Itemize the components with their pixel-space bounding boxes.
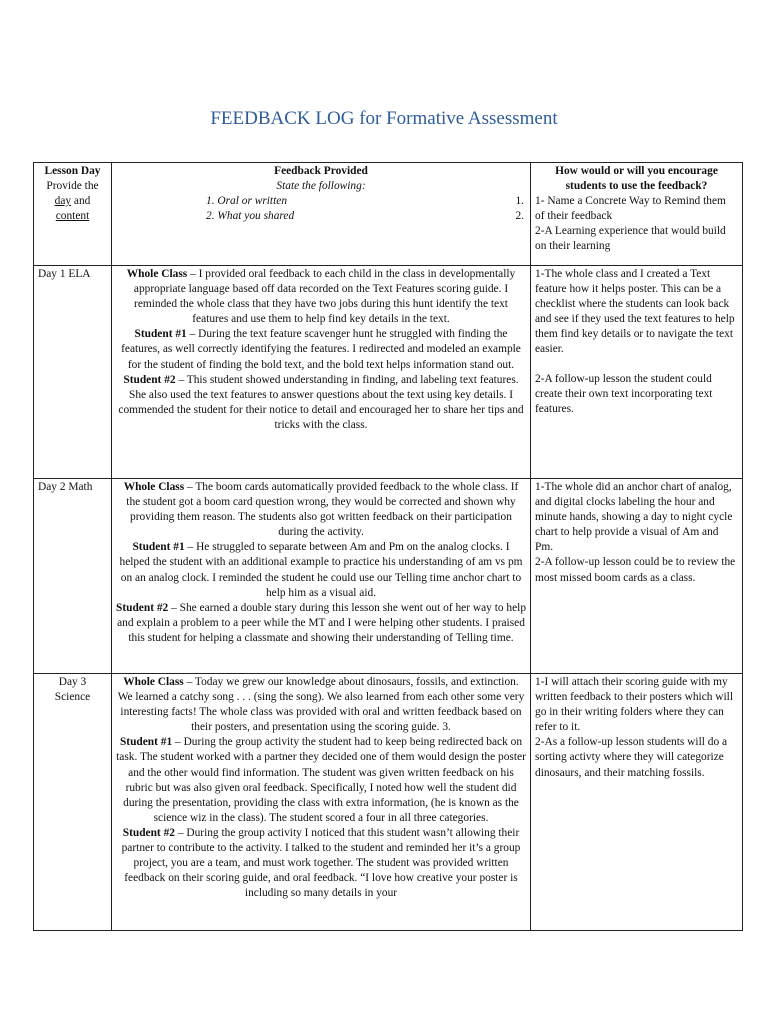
header-encourage [531, 163, 743, 266]
table-row [34, 674, 743, 931]
student1-text: – During the group activity the student had to keep being redirected back on task. The student worked with a partner they decided one of them would design the poster and the other would find information. The student was given written feedback on his rubric but was also given oral feedback. Specifically, I noted how well the student did during the presentation, providing the class with extra information, (he is known as the science wiz in the class). The student scored a four in all three categories. [116, 736, 526, 824]
table-row [34, 479, 743, 674]
page-title: FEEDBACK LOG for Formative Assessment [210, 108, 558, 129]
header-feedback-provided [112, 163, 531, 266]
whole-class-label: Whole Class [123, 676, 184, 688]
student2-text: – This student showed understanding in finding, and labeling text features. She also used the text features to answer questions about the text using key details. I commended the student for their notice to detail and encouraged her to share her tips and tricks with the class. [118, 373, 524, 431]
table-header-row [34, 163, 743, 266]
header-encourage-item2: 2-A Learning experience that would build on their learning [535, 225, 726, 253]
student2-label: Student #2 [123, 373, 176, 386]
encourage-cell [531, 674, 743, 931]
header-feedback-number1: 1. [515, 195, 524, 207]
encourage-item2: 2-A follow-up lesson could be to review the most missed boom cards as a class. [535, 556, 736, 584]
header-feedback-subheading: State the following: [276, 180, 366, 193]
header-encourage-heading: How would or will you encourage students to use the feedback? [555, 165, 718, 193]
encourage-item1: 1-The whole did an anchor chart of analog, and digital clocks labeling the hour and minute hands, showing a day to night cycle chart to help provide a visual of Am and Pm. [535, 481, 733, 554]
whole-class-text: – The boom cards automatically provided feedback to the whole class. If the student got a boom card question wrong, they would be corrected and shown why providing them reason. The students also got written feedback on their participation during the activity. [126, 481, 519, 539]
student1-label: Student #1 [134, 328, 187, 341]
table-row [34, 266, 743, 479]
header-feedback-number2: 2. [515, 210, 524, 222]
student2-text: – She earned a double stary during this lesson she went out of her way to help and explain a problem to a peer while the MT and I were helping other students. I praised this student for helping a classmate and showing their understanding of Telling time. [117, 601, 527, 644]
encourage-item2: 2-As a follow-up lesson students will do a sorting activty where they will categorize dinosaurs, and their matching fossils. [535, 736, 728, 779]
lesson-day-cell: Day 2 Math [34, 479, 112, 674]
header-lesson-day-line1: Provide the [46, 180, 99, 193]
lesson-day-cell [34, 674, 112, 931]
header-feedback-heading: Feedback Provided [274, 165, 368, 177]
header-lesson-day-line2: and [71, 195, 91, 208]
lesson-day-line1: Day 3 [58, 676, 87, 688]
whole-class-number: 3. [442, 721, 451, 734]
encourage-item1: 1-The whole class and I created a Text feature how it helps poster. This can be a checklist where the students can look back and see if they used the text features to help them find key details or to navigate the text easier. [535, 268, 735, 356]
student1-text: – During the text feature scavenger hunt he struggled with finding the features, as well correctly identifying the features. I redirected and modeled an example for the student of finding the bold text, and the bold text helps information stand out. [121, 328, 521, 371]
student1-text: – He struggled to separate between Am and Pm on the analog clocks. I helped the student with an additional example to practice his understanding of am vs pm on an analog clock. I reminded the student he could use our Telling time anchor chart to help him as a visual aid. [119, 541, 523, 599]
encourage-cell [531, 479, 743, 674]
feedback-cell [112, 479, 531, 674]
student1-label: Student #1 [132, 541, 185, 554]
lesson-day-line2: Science [54, 691, 91, 704]
header-feedback-item2: 2. What you shared [206, 210, 295, 223]
feedback-cell [112, 266, 531, 479]
student2-label: Student #2 [116, 601, 169, 614]
header-feedback-item1: 1. Oral or written [206, 195, 288, 208]
whole-class-text: – Today we grew our knowledge about dinosaurs, fossils, and extinction. We learned a catchy song . . . (sing the song). We also learned from each other some very interesting facts! The whole class was provided with oral and written feedback based on their posters, and presentation using the scoring guide. [117, 676, 525, 734]
encourage-item1: 1-I will attach their scoring guide with my written feedback to their posters which will go in their writing folders where they can refer to it. [535, 676, 734, 734]
student1-label: Student #1 [119, 736, 173, 749]
header-day-underlined: day [54, 195, 72, 208]
lesson-day-cell: Day 1 ELA [34, 266, 112, 479]
whole-class-label: Whole Class [126, 268, 188, 280]
student2-label: Student #2 [122, 826, 175, 839]
feedback-log-table [33, 162, 743, 931]
whole-class-text: – I provided oral feedback to each child in the class in developmentally appropriate language based off data recorded on the Text Features scoring guide. I reminded the whole class that they have two jobs during this hunt identify the text features and use them to help find key details in the text. [133, 268, 516, 326]
whole-class-label: Whole Class [123, 481, 185, 493]
header-lesson-day-line3: content [55, 210, 90, 223]
header-lesson-day-heading: Lesson Day [44, 165, 101, 177]
header-lesson-day [34, 163, 112, 266]
header-encourage-item1: 1- Name a Concrete Way to Remind them of their feedback [535, 195, 726, 223]
student2-text: – During the group activity I noticed that this student wasn’t allowing their partner to contribute to the activity. I talked to the student and reminded her it’s a group project, you are a team, and must work together. The student was provided written feedback on their scoring guide, and oral feedback. “I love how creative your poster is including so many details in your [121, 826, 521, 900]
feedback-cell [112, 674, 531, 931]
encourage-item2: 2-A follow-up lesson the student could create their own text incorporating text features. [535, 372, 713, 415]
encourage-cell [531, 266, 743, 479]
